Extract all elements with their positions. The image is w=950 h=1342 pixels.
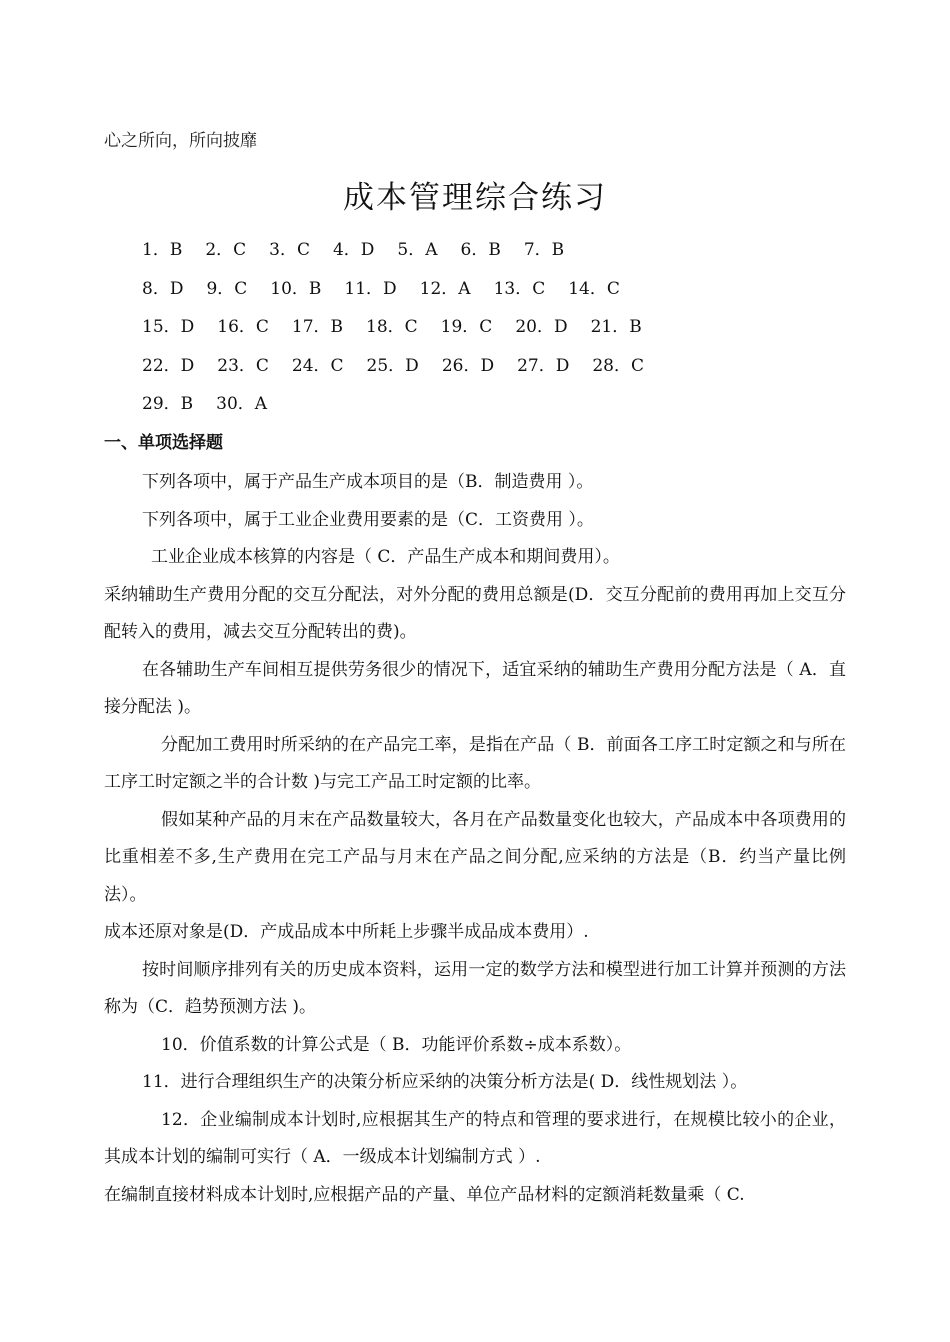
answer-item: 22．D [142, 355, 195, 376]
answer-item: 21．B [590, 317, 642, 337]
answer-item: 10．B [270, 278, 322, 299]
answer-item: 19．C [440, 317, 493, 337]
document-title: 成本管理综合练习 [343, 180, 607, 216]
answer-item: 3．C [269, 240, 310, 260]
answer-item: 24．C [291, 355, 344, 376]
answer-row [142, 236, 644, 275]
question-paragraph: 12．企业编制成本计划时,应根据其生产的特点和管理的要求进行，在规模比较小的企业，其成本计划的编制可实行（ A．一级成本计划编制方式 ）. [104, 1109, 846, 1167]
answer-item: 15．D [142, 317, 195, 337]
answer-item: 18．C [366, 317, 418, 337]
answer-item: 27．D [517, 355, 570, 376]
answer-item: 14．C [568, 278, 620, 299]
question-paragraph: 下列各项中，属于工业企业费用要素的是（C．工资费用 ）。 [142, 509, 594, 530]
answer-item: 4．D [332, 240, 375, 260]
answer-item: 8．D [142, 278, 184, 299]
question-paragraph: 下列各项中，属于产品生产成本项目的是（B．制造费用 ）。 [142, 472, 594, 492]
question-paragraph: 成本还原对象是(D．产成品成本中所耗上步骤半成品成本费用）. [104, 922, 589, 942]
header-note: 心之所向，所向披靡 [104, 131, 257, 151]
answer-item: 17．B [291, 317, 344, 337]
section-heading: 一、单项选择题 [104, 433, 223, 453]
answer-item: 12．A [419, 278, 471, 299]
question-paragraph: 采纳辅助生产费用分配的交互分配法，对外分配的费用总额是(D．交互分配前的费用再加上交互分配转入的费用，减去交互分配转出的费)。 [104, 584, 846, 642]
answer-row [142, 313, 644, 352]
question-paragraph: 按时间顺序排列有关的历史成本资料，运用一定的数学方法和模型进行加工计算并预测的方法称为（C．趋势预测方法 )。 [104, 959, 846, 1017]
answer-key [142, 236, 644, 429]
answer-item: 26．D [441, 355, 495, 376]
answer-row [142, 275, 644, 314]
answer-item: 9．C [206, 278, 248, 299]
question-list [104, 464, 846, 1214]
answer-item: 29．B [142, 394, 194, 414]
answer-item: 1．B [142, 240, 183, 260]
answer-item: 7．B [523, 240, 565, 260]
question-paragraph: 11．进行合理组织生产的决策分析应采纳的决策分析方法是( D．线性规划法 ）。 [142, 1072, 748, 1092]
answer-item: 6．B [460, 240, 501, 260]
question-paragraph: 10．价值系数的计算公式是（ B．功能评价系数÷成本系数）。 [161, 1034, 632, 1055]
answer-item: 16．C [217, 317, 269, 337]
question-paragraph: 在编制直接材料成本计划时,应根据产品的产量、单位产品材料的定额消耗数量乘（ C. [104, 1184, 745, 1205]
question-paragraph: 在各辅助生产车间相互提供劳务很少的情况下，适宜采纳的辅助生产费用分配方法是（ A．直接分配法 )。 [104, 659, 846, 717]
answer-item: 25．D [366, 355, 419, 376]
question-paragraph: 分配加工费用时所采纳的在产品完工率，是指在产品（ B．前面各工序工时定额之和与所在工序工时定额之半的合计数 )与完工产品工时定额的比率。 [104, 734, 846, 792]
answer-item: 20．D [515, 317, 568, 337]
answer-item: 11．D [344, 278, 397, 299]
answer-item: 2．C [205, 240, 247, 260]
answer-item: 23．C [217, 355, 269, 376]
question-paragraph: 工业企业成本核算的内容是（ C．产品生产成本和期间费用）。 [151, 547, 620, 567]
answer-item: 30．A [216, 394, 268, 414]
answer-item: 13．C [493, 278, 546, 299]
answer-item: 5．A [397, 240, 438, 260]
answer-item: 28．C [592, 355, 644, 376]
answer-row [142, 352, 644, 391]
question-paragraph: 假如某种产品的月末在产品数量较大，各月在产品数量变化也较大，产品成本中各项费用的比重相差不多,生产费用在完工产品与月末在产品之间分配,应采纳的方法是（B．约当产量比例法）。 [104, 809, 846, 905]
answer-row [142, 390, 644, 429]
